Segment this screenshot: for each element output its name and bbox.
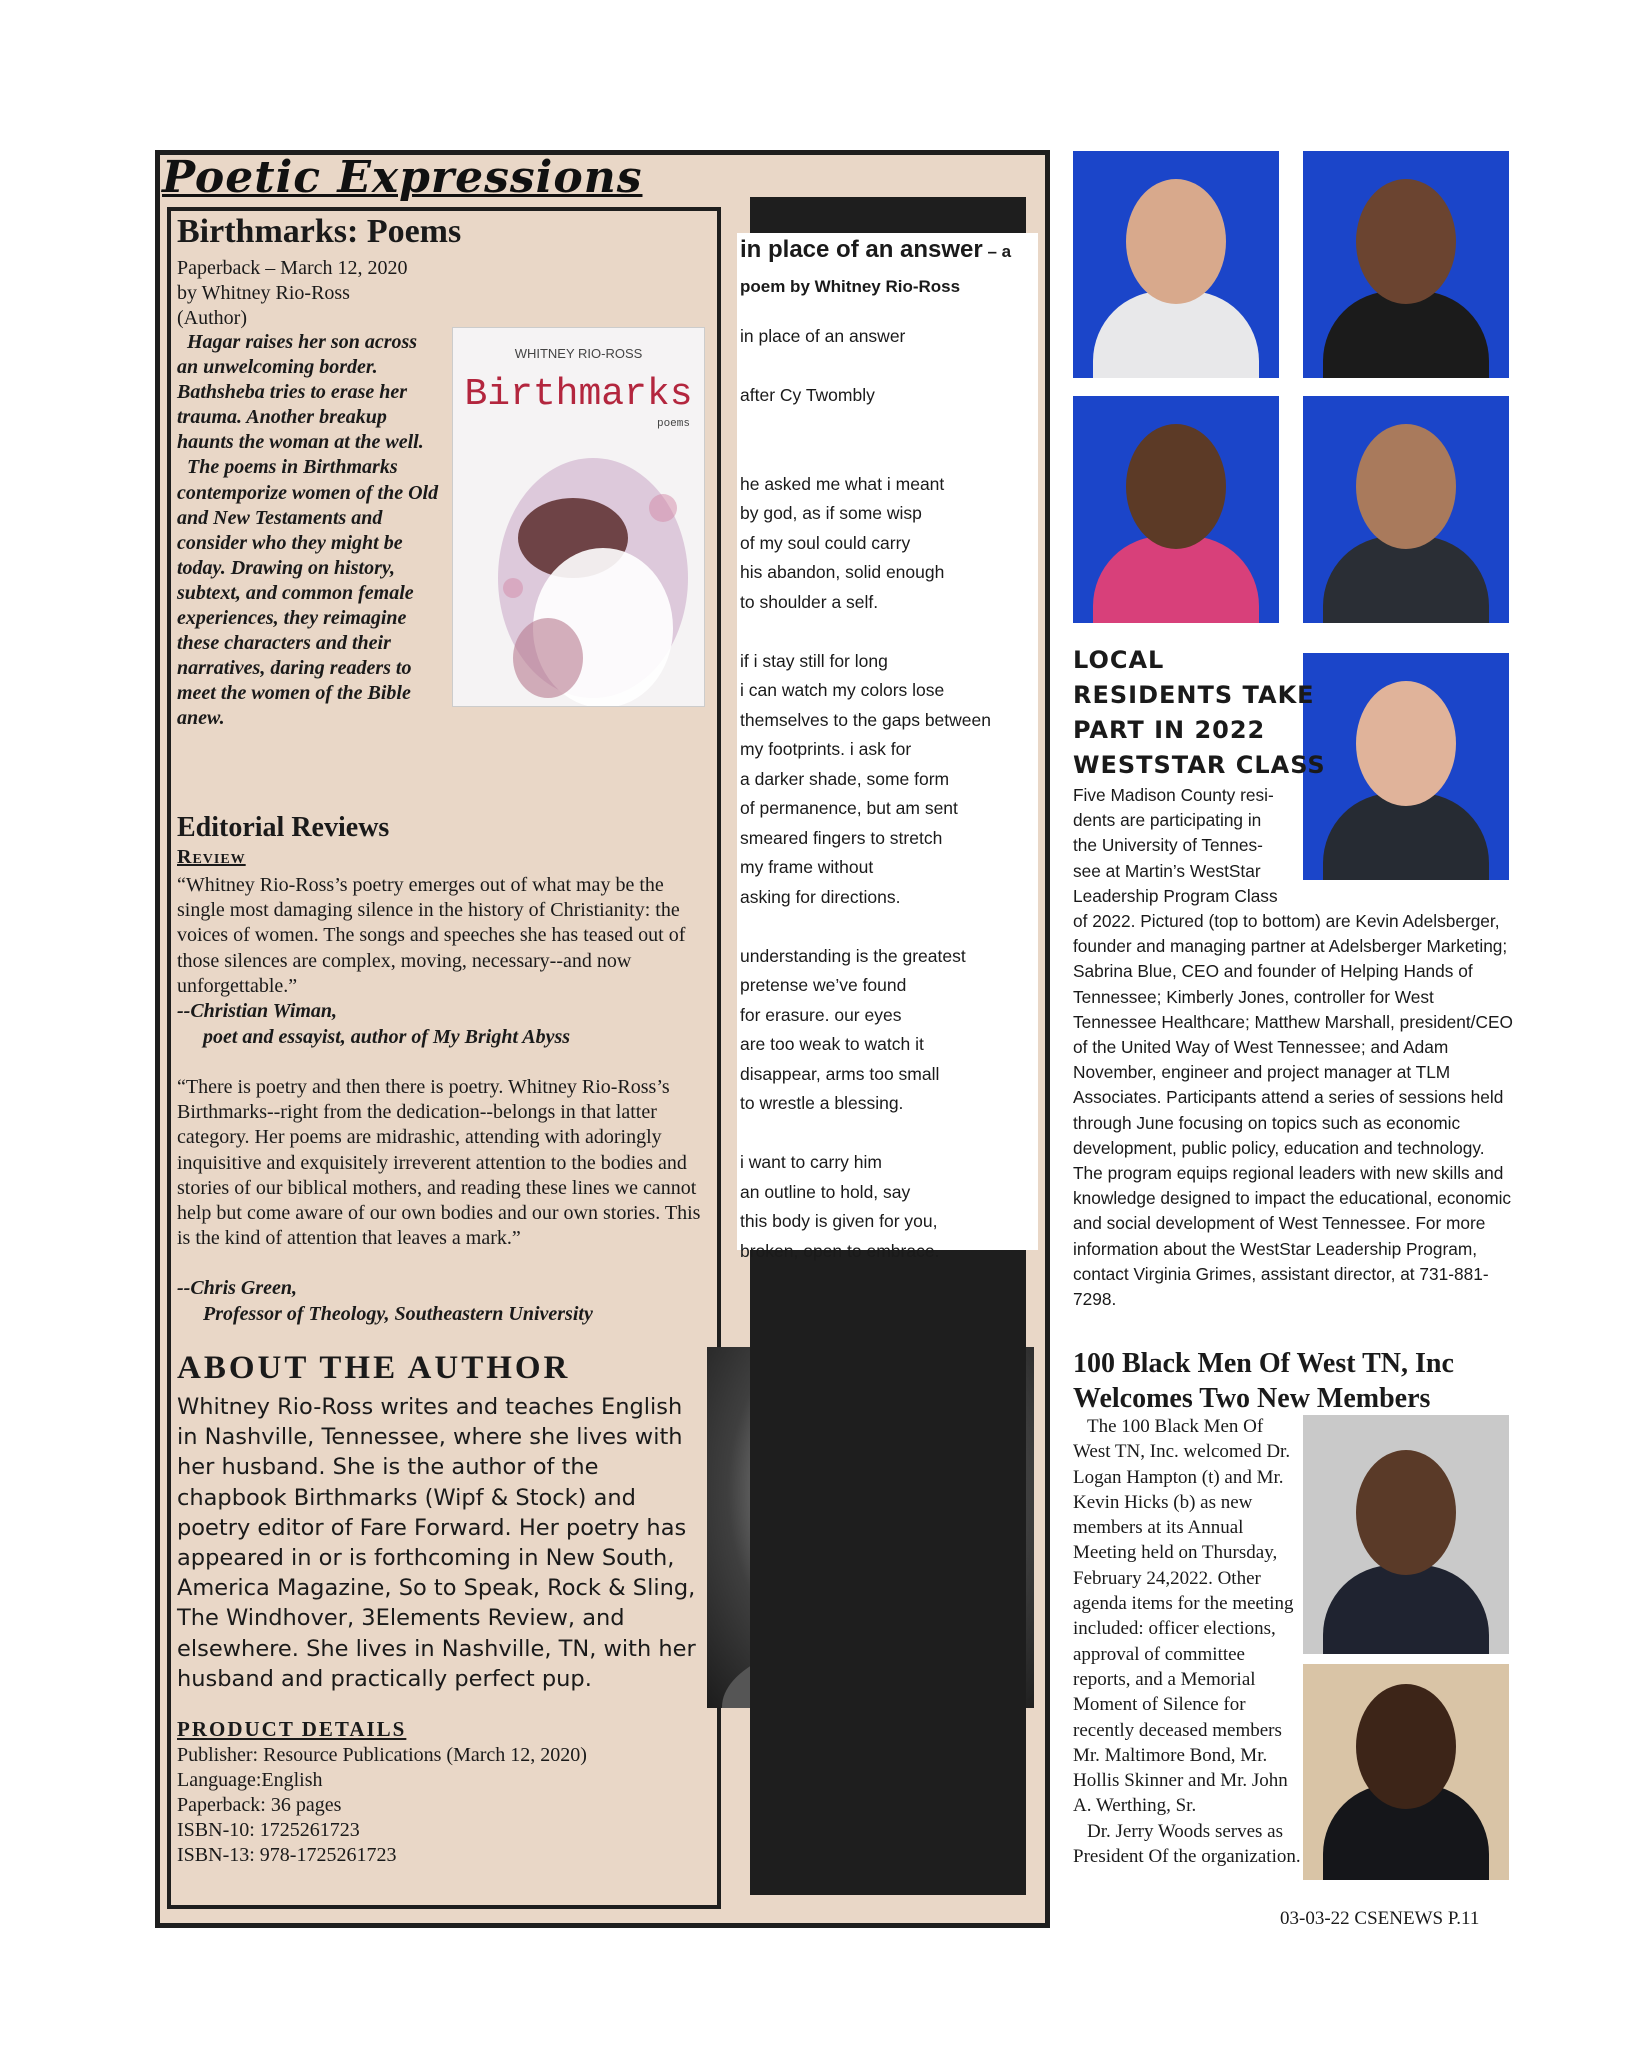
black-men-article	[1073, 1414, 1305, 1869]
weststar-line: see at Martin’s WestStar	[1073, 860, 1261, 881]
weststar-heading-line: PART IN 2022	[1073, 716, 1266, 744]
product-detail-item: ISBN-13: 978-1725261723	[177, 1844, 397, 1866]
poem-line: for erasure. our eyes	[740, 1004, 902, 1025]
poem-line: in place of an answer	[740, 326, 906, 346]
cover-subtitle: poems	[656, 418, 690, 430]
poem-line: i can watch my colors lose	[740, 680, 945, 700]
weststar-body-text: of 2022. Pictured (top to bottom) are Kevin Adelsberger, founder and managing partner at Adelsberger Marketing; Sabrina Blue, CEO and founder of Helping Hands of Tennessee; Kimberly Jones, controller for West Tennessee Healthcare; Matthew Marshall, president/CEO of the United Way of West Tennessee; and Adam November, engineer and project manager at TLM Associates. Participants attend a series of sessions held through June focusing on topics such as economic development, public policy, education and technology. The program equips regional leaders with new skills and knowledge designed to impact the educational, economic and social development of West Tennessee. For more information about the WestStar Leadership Program, contact Virginia Grimes, assistant director, at 731-881-7298.	[1073, 911, 1513, 1310]
black-men-heading-line: 100 Black Men Of West TN, Inc	[1073, 1348, 1454, 1379]
poem-line: by god, as if some wisp	[740, 503, 922, 523]
review-2-name: --Chris Green,	[177, 1277, 298, 1299]
weststar-heading-line: LOCAL	[1073, 646, 1165, 674]
blurb-paragraph: Hagar raises her son across an unwelcoming border. Bathsheba tries to erase her trauma. Another breakup haunts the woman at the well.	[177, 331, 424, 454]
poem-line: of my soul could carry	[740, 532, 911, 553]
weststar-heading-line: RESIDENTS TAKE	[1073, 681, 1315, 709]
weststar-heading-line: WESTSTAR CLASS	[1073, 751, 1326, 779]
poem-line: pretense we’ve found	[740, 975, 907, 995]
product-detail-item: Language:English	[177, 1769, 323, 1791]
poem-line: my frame without	[740, 857, 874, 877]
book-role: (Author)	[177, 307, 247, 329]
blurb-paragraph: The poems in Birthmarks contemporize women of the Old and New Testaments and consider who they might be today. Drawing on history, subtext, and common female experiences, they reimagine these characters and their narratives, daring readers to meet the women of the Bible anew.	[177, 456, 439, 730]
photo-logan-hampton	[1303, 1415, 1509, 1654]
editorial-reviews-heading: Editorial Reviews	[177, 812, 390, 843]
poem-line: are too weak to watch it	[740, 1034, 924, 1054]
poem-line: smeared fingers to stretch	[740, 827, 943, 848]
product-details-heading: PRODUCT DETAILS	[177, 1717, 407, 1741]
review-2-title: Professor of Theology, Southeastern University	[203, 1303, 593, 1325]
book-format: Paperback – March 12, 2020	[177, 257, 408, 279]
poem-title-main: in place of an answer	[740, 236, 983, 263]
cover-author: WHITNEY RIO-ROSS	[514, 346, 643, 361]
product-detail-item: Paperback: 36 pages	[177, 1794, 342, 1816]
weststar-article	[1073, 783, 1515, 1312]
poem-line: themselves to the gaps between	[740, 709, 991, 730]
review-label: Review	[177, 846, 246, 868]
black-men-heading-line: Welcomes Two New Members	[1073, 1383, 1431, 1414]
book-title: Birthmarks: Poems	[177, 213, 462, 250]
poem-line: he asked me what i meant	[740, 473, 945, 494]
poem-line: an outline to hold, say	[740, 1181, 911, 1202]
about-author-body: Whitney Rio-Ross writes and teaches English in Nashville, Tennessee, where she lives with her husband. She is the author of the chapbook Birthmarks (Wipf & Stock) and poetry editor of Fare Forward. Her poetry has appeared in or is forthcoming in New South, America Magazine, So to Speak, Rock & Sling, The Windhover, 3Elements Review, and elsewhere. She lives in Nashville, TN, with her husband and practically perfect pup.	[177, 1394, 696, 1692]
poem-line: this body is given for you,	[740, 1211, 938, 1231]
poem-line: to shoulder a self.	[740, 591, 879, 612]
review-2-text: “There is poetry and then there is poetry. Whitney Rio-Ross’s Birthmarks--right from the dedication--belongs in that latter category. Her poems are midrashic, attending with adoringly inquisitive and exquisitely irreverent attention to the bodies and stories of our biblical mothers, and reading these lines we cannot help but come aware of our own bodies and our own stories. This is the kind of attention that leaves a mark.”	[177, 1076, 701, 1250]
review-1-text: “Whitney Rio-Ross’s poetry emerges out of what may be the single most damaging silence in the history of Christianity: the voices of women. The songs and speeches she has teased out of those silences are complex, moving, necessary--and now unforgettable.”	[177, 874, 686, 997]
photo-kevin-hicks	[1303, 1664, 1509, 1880]
review-1-title: poet and essayist, author of My Bright Abyss	[203, 1026, 571, 1048]
headshot-matthew-marshall	[1303, 396, 1509, 623]
product-detail-item: ISBN-10: 1725261723	[177, 1819, 360, 1841]
product-details-list	[177, 1743, 587, 1868]
review-1-name: --Christian Wiman,	[177, 1000, 338, 1022]
weststar-line: Five Madison County resi-	[1073, 785, 1274, 805]
product-detail-item: Publisher: Resource Publications (March 12, 2020)	[177, 1744, 587, 1766]
poem-stanza-break	[740, 912, 1036, 942]
weststar-line: dents are participating in	[1073, 810, 1262, 831]
black-men-heading	[1073, 1346, 1454, 1416]
book-byline: by Whitney Rio-Ross	[177, 282, 350, 304]
poem-line: to wrestle a blessing.	[740, 1093, 904, 1113]
poem-stanza-break	[740, 617, 1036, 647]
poem-line: if i stay still for long	[740, 650, 888, 671]
poem-line: understanding is the greatest	[740, 945, 966, 966]
weststar-line: Leadership Program Class	[1073, 885, 1278, 906]
cover-title: Birthmarks	[464, 373, 693, 416]
book-meta	[177, 256, 408, 331]
cover-watercolor-art	[453, 328, 705, 707]
poem-line: broken, open to embrace.	[740, 1240, 940, 1261]
poem-title	[740, 236, 1036, 264]
black-men-paragraph: The 100 Black Men Of West TN, Inc. welcomed Dr. Logan Hampton (t) and Mr. Kevin Hicks (b) as new members at its Annual Meeting held on Thursday, February 24,2022. Other agenda items for the meeting included: officer elections, approval of committee reports, and a Memorial Moment of Silence for recently deceased members Mr. Maltimore Bond, Mr. Hollis Skinner and Mr. John A. Werthing, Sr.	[1073, 1416, 1294, 1817]
poem-line: a darker shade, some form	[740, 768, 950, 789]
headshot-kimberly-jones	[1073, 396, 1279, 623]
section-masthead: Poetic Expressions	[162, 152, 643, 203]
poem-text	[740, 322, 1036, 1266]
poem-line: i want to carry him	[740, 1152, 882, 1172]
poem-line: asking for directions.	[740, 886, 901, 907]
poem-line: after Cy Twombly	[740, 385, 875, 405]
poem-stanza-break	[740, 440, 1036, 470]
poem-stanza-break	[740, 352, 1036, 382]
black-men-paragraph: Dr. Jerry Woods serves as President Of the organization.	[1073, 1820, 1301, 1868]
poem-line: of permanence, but am sent	[740, 798, 958, 818]
headshot-sabrina-blue	[1303, 151, 1509, 378]
poem-line: my footprints. i ask for	[740, 739, 912, 759]
poem-stanza-break	[740, 411, 1036, 441]
book-blurb	[177, 330, 442, 732]
book-cover-image	[452, 327, 705, 707]
weststar-heading	[1073, 643, 1326, 783]
poem-line: disappear, arms too small	[740, 1063, 940, 1084]
poem-line: his abandon, solid enough	[740, 562, 945, 582]
poem-byline: poem by Whitney Rio-Ross	[740, 277, 961, 296]
page-footer: 03-03-22 CSENEWS P.11	[1280, 1908, 1480, 1929]
poem-title-suffix: – a	[982, 242, 1012, 261]
weststar-line: the University of Tennes-	[1073, 835, 1263, 856]
poem-stanza-break	[740, 1119, 1036, 1149]
about-author-heading: ABOUT THE AUTHOR	[177, 1350, 571, 1386]
headshot-kevin-adelsberger	[1073, 151, 1279, 378]
